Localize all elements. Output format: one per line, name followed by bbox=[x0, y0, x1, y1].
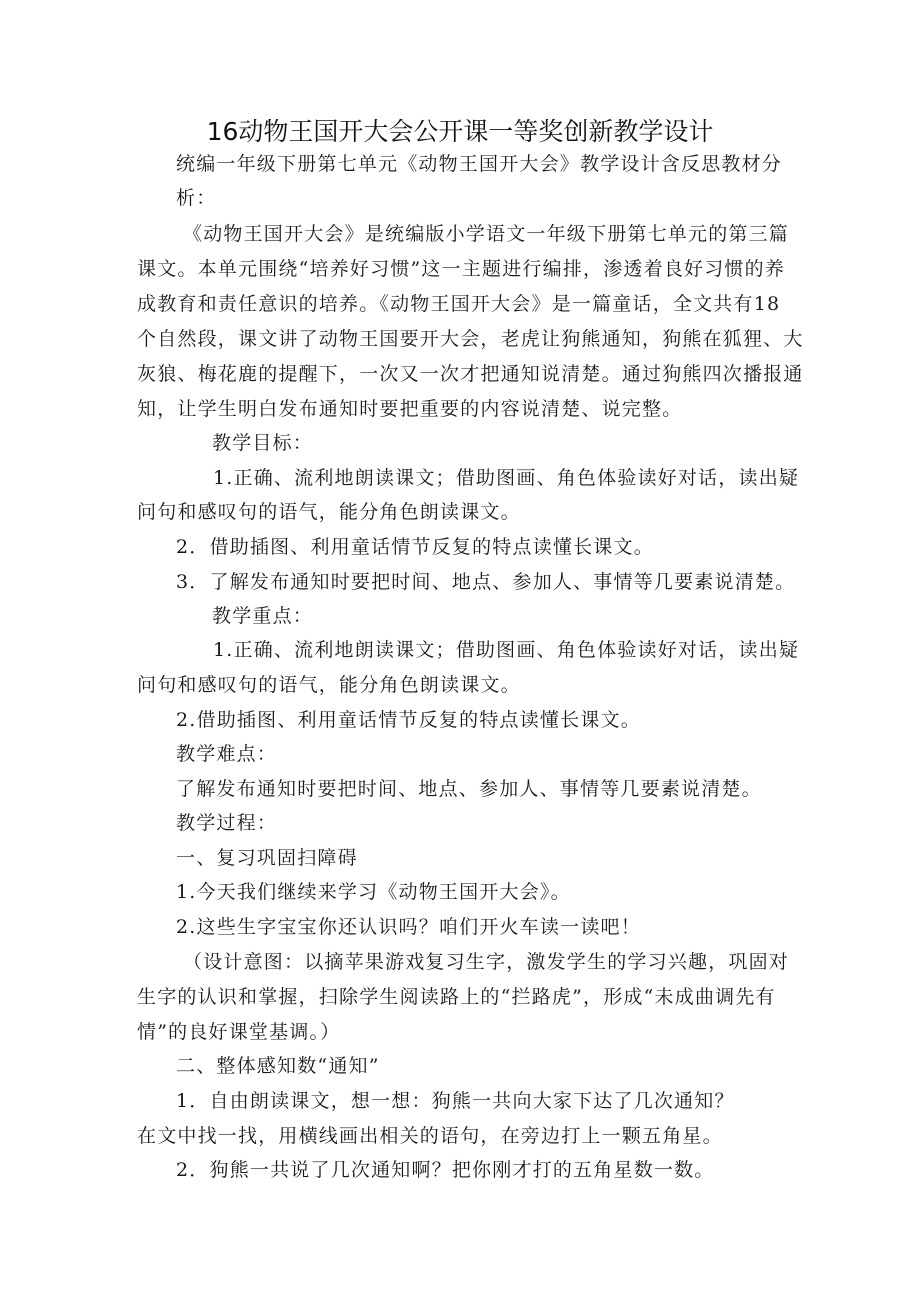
text-line: （设计意图：以摘苹果游戏复习生字，激发学生的学习兴趣，巩固对 bbox=[183, 951, 790, 973]
section-heading-key-points: 教学重点： bbox=[212, 605, 314, 627]
text-line: 1.今天我们继续来学习《动物王国开大会》。 bbox=[176, 881, 571, 903]
text-line: 一、复习巩固扫障碍 bbox=[176, 847, 358, 869]
text-line: 情”的良好课堂基调。） bbox=[137, 1021, 341, 1043]
section-heading-difficulties: 教学难点： bbox=[176, 743, 278, 765]
text-line: 2．狗熊一共说了几次通知啊？把你刚才打的五角星数一数。 bbox=[176, 1159, 715, 1181]
document-title: 16动物王国开大会公开课一等奖创新教学设计 bbox=[206, 117, 714, 146]
text-line: 1．自由朗读课文，想一想：狗熊一共向大家下达了几次通知？ bbox=[176, 1090, 735, 1112]
text-line: 问句和感叹句的语气，能分角色朗读课文。 bbox=[137, 674, 521, 696]
text-line: 个自然段，课文讲了动物王国要开大会，老虎让狗熊通知，狗熊在狐狸、大 bbox=[137, 328, 804, 350]
text-line: 《动物王国开大会》是统编版小学语文一年级下册第七单元的第三篇 bbox=[183, 223, 790, 245]
text-line: 灰狼、梅花鹿的提醒下，一次又一次才把通知说清楚。通过狗熊四次播报通 bbox=[137, 363, 804, 385]
text-line: 二、整体感知数“通知” bbox=[176, 1055, 380, 1077]
text-line: 成教育和责任意识的培养。《动物王国开大会》是一篇童话，全文共有18 bbox=[137, 293, 781, 315]
text-line: 课文。本单元围绕“培养好习惯”这一主题进行编排，渗透着良好习惯的养 bbox=[137, 258, 786, 280]
text-line: 2.借助插图、利用童话情节反复的特点读懂长课文。 bbox=[176, 709, 641, 731]
text-line: 在文中找一找，用横线画出相关的语句，在旁边打上一颗五角星。 bbox=[137, 1125, 723, 1147]
text-line: 1.正确、流利地朗读课文；借助图画、角色体验读好对话，读出疑 bbox=[213, 467, 800, 489]
text-line: 2．借助插图、利用童话情节反复的特点读懂长课文。 bbox=[176, 536, 654, 558]
text-line: 问句和感叹句的语气，能分角色朗读课文。 bbox=[137, 501, 521, 523]
text-line: 统编一年级下册第七单元《动物王国开大会》教学设计含反思教材分 bbox=[176, 153, 783, 175]
section-heading-process: 教学过程： bbox=[176, 812, 278, 834]
text-line: 2.这些生字宝宝你还认识吗？咱们开火车读一读吧！ bbox=[176, 916, 641, 938]
text-line: 生字的认识和掌握，扫除学生阅读路上的“拦路虎”，形成“未成曲调先有 bbox=[137, 986, 776, 1008]
text-line: 知，让学生明白发布通知时要把重要的内容说清楚、说完整。 bbox=[137, 398, 683, 420]
text-line: 析： bbox=[176, 187, 217, 209]
text-line: 3．了解发布通知时要把时间、地点、参加人、事情等几要素说清楚。 bbox=[176, 571, 796, 593]
section-heading-goals: 教学目标： bbox=[212, 432, 314, 454]
text-line: 1.正确、流利地朗读课文；借助图画、角色体验读好对话，读出疑 bbox=[213, 639, 800, 661]
text-line: 了解发布通知时要把时间、地点、参加人、事情等几要素说清楚。 bbox=[176, 778, 762, 800]
